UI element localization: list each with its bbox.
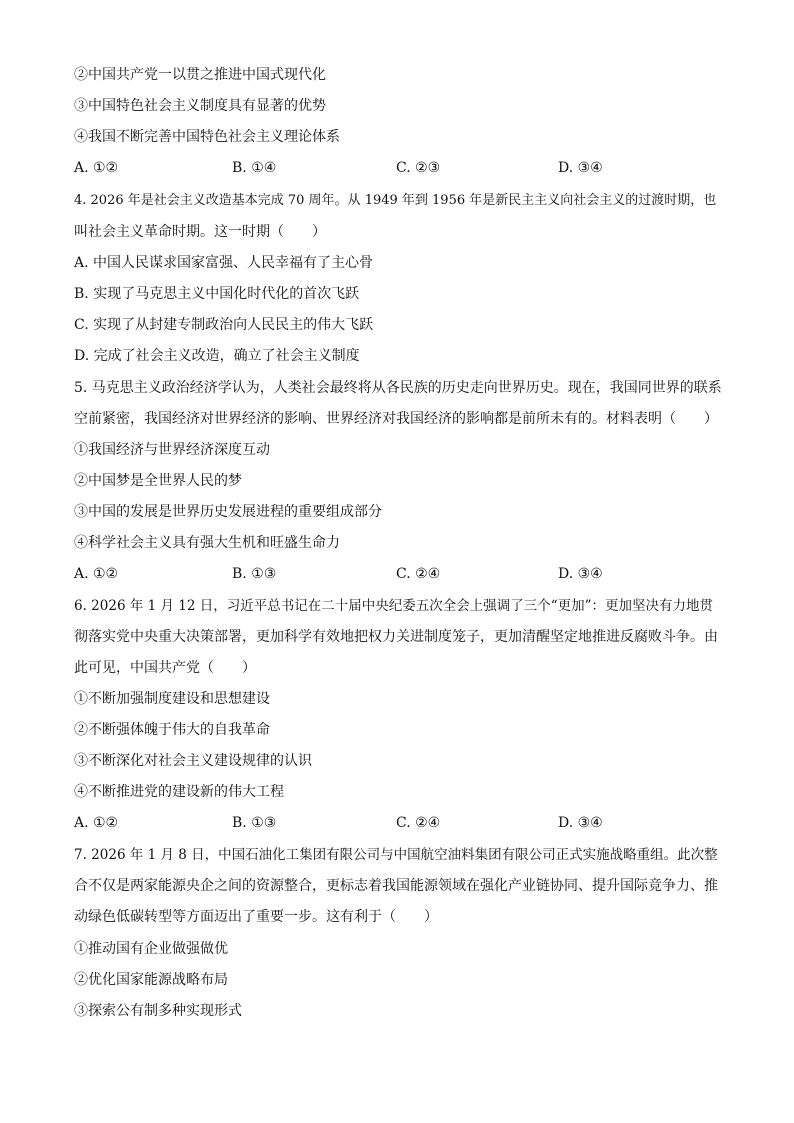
q3-item-2: ②中国共产党一以贯之推进中国式现代化: [74, 67, 326, 83]
q3-choice-d: D. ③④: [558, 160, 603, 176]
q7-item-3: ③探索公有制多种实现形式: [74, 1003, 242, 1019]
q6-choice-a: A. ①②: [74, 815, 119, 831]
q7-item-1: ①推动国有企业做强做优: [74, 941, 228, 957]
q5-item-4: ④科学社会主义具有强大生机和旺盛生命力: [74, 535, 340, 551]
q6-choices: [74, 814, 724, 832]
q6-item-3: ③不断深化对社会主义建设规律的认识: [74, 753, 312, 769]
q3-choice-c: C. ②③: [396, 160, 441, 176]
q6-choice-d: D. ③④: [558, 815, 603, 831]
q4-option-d: D. 完成了社会主义改造，确立了社会主义制度: [74, 348, 360, 364]
q4-option-b: B. 实现了马克思主义中国化时代化的首次飞跃: [74, 286, 360, 302]
q7-stem-line-3: 动绿色低碳转型等方面迈出了重要一步。这有利于（ ）: [74, 909, 438, 925]
q4-option-a: A. 中国人民谋求国家富强、人民幸福有了主心骨: [74, 255, 374, 271]
q6-stem-line-2: 彻落实党中央重大决策部署，更加科学有效地把权力关进制度笼子，更加清醒坚定地推进反腐败斗争。由: [74, 629, 718, 645]
q3-choices: [74, 159, 724, 177]
q5-choice-d: D. ③④: [558, 566, 603, 582]
q5-item-2: ②中国梦是全世界人民的梦: [74, 473, 242, 489]
q5-choice-c: C. ②④: [396, 566, 441, 582]
q6-stem-line-3: 此可见，中国共产党（ ）: [74, 660, 256, 676]
q5-stem-line-1: 5. 马克思主义政治经济学认为，人类社会最终将从各民族的历史走向世界历史。现在，我国同世界的联系: [74, 380, 722, 396]
q5-stem-line-2: 空前紧密，我国经济对世界经济的影响、世界经济对我国经济的影响都是前所未有的。材料表明（ ）: [74, 411, 718, 427]
q3-item-3: ③中国特色社会主义制度具有显著的优势: [74, 98, 326, 114]
q6-item-1: ①不断加强制度建设和思想建设: [74, 691, 270, 707]
q6-item-4: ④不断推进党的建设新的伟大工程: [74, 784, 284, 800]
q5-choice-b: B. ①③: [232, 566, 277, 582]
q7-stem-line-1: 7. 2026 年 1 月 8 日，中国石油化工集团有限公司与中国航空油料集团有限公司正式实施战略重组。此次整: [74, 847, 718, 863]
q6-stem-line-1: 6. 2026 年 1 月 12 日，习近平总书记在二十届中央纪委五次全会上强调了三个“更加”：更加坚决有力地贯: [74, 598, 714, 614]
q5-item-3: ③中国的发展是世界历史发展进程的重要组成部分: [74, 504, 382, 520]
q3-item-4: ④我国不断完善中国特色社会主义理论体系: [74, 129, 340, 145]
q7-stem-line-2: 合不仅是两家能源央企之间的资源整合，更标志着我国能源领域在强化产业链协同、提升国际竞争力、推: [74, 878, 718, 894]
q3-choice-a: A. ①②: [74, 160, 119, 176]
q4-stem-line-1: 4. 2026 年是社会主义改造基本完成 70 周年。从 1949 年到 1956 年是新民主主义向社会主义的过渡时期，也: [74, 193, 717, 208]
q5-choices: [74, 565, 724, 583]
q5-item-1: ①我国经济与世界经济深度互动: [74, 442, 270, 458]
q6-choice-b: B. ①③: [232, 815, 277, 831]
q3-choice-b: B. ①④: [232, 160, 277, 176]
q4-stem-line-2: 叫社会主义革命时期。这一时期（ ）: [74, 224, 326, 240]
q4-option-c: C. 实现了从封建专制政治向人民民主的伟大飞跃: [74, 317, 374, 333]
q6-item-2: ②不断强体魄于伟大的自我革命: [74, 722, 270, 738]
q6-choice-c: C. ②④: [396, 815, 441, 831]
q5-choice-a: A. ①②: [74, 566, 119, 582]
q7-item-2: ②优化国家能源战略布局: [74, 972, 228, 988]
